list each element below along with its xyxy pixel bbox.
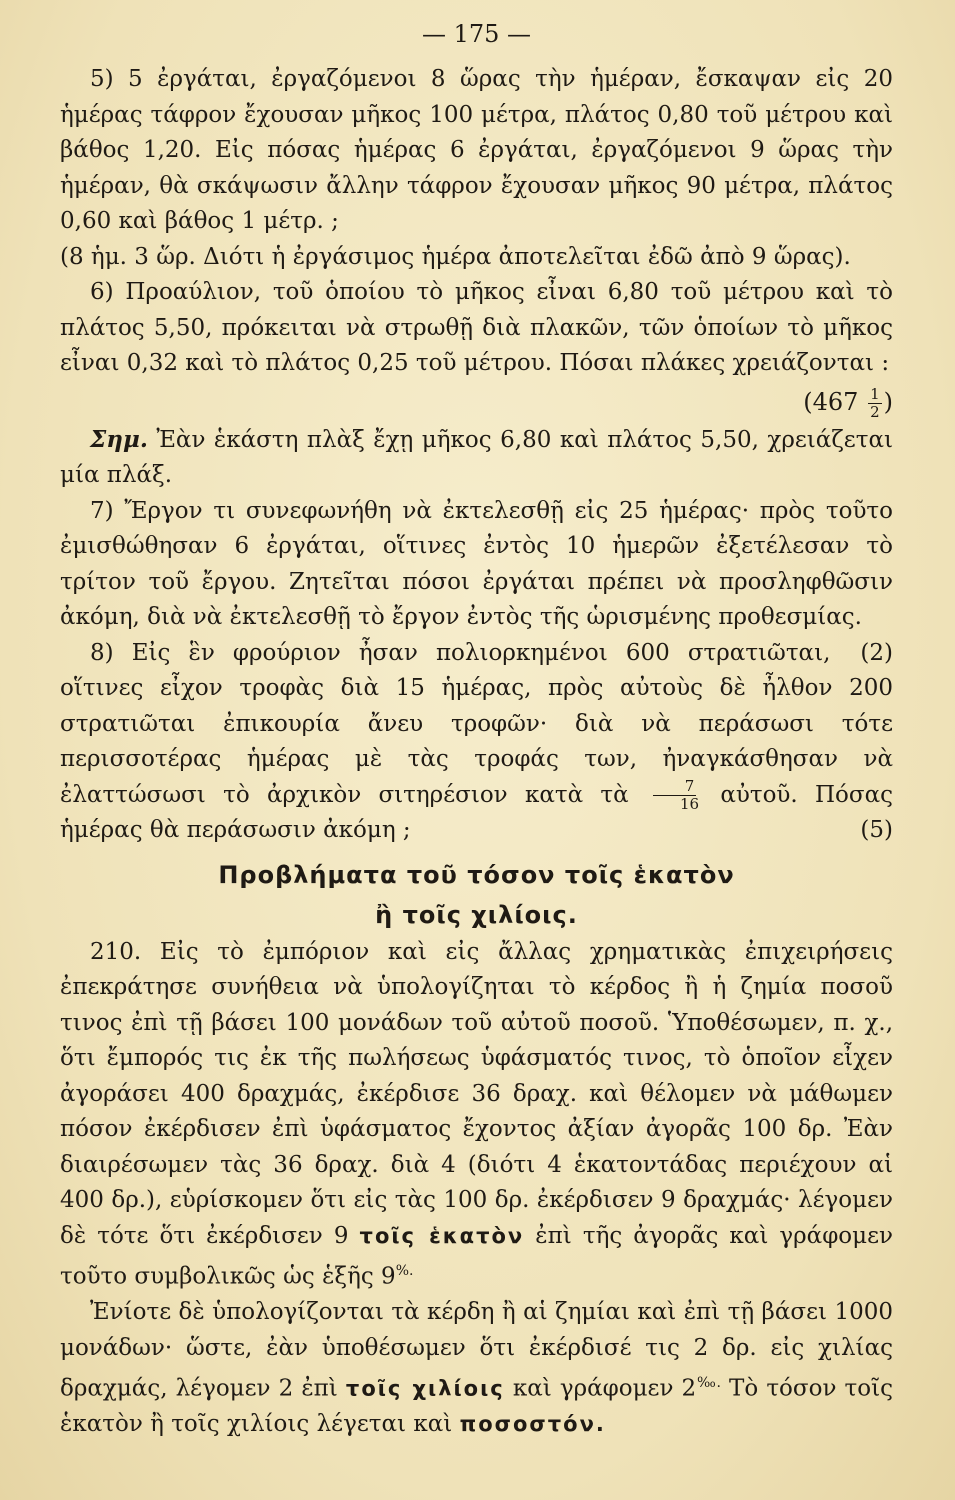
problem-5: 5) 5 ἐργάται, ἐργαζόμενοι 8 ὥρας τὴν ἡμέραν, ἔσκαψαν εἰς 20 ἡμέρας τάφρον ἔχουσαν μῆκος 100 μέτρα, πλάτος 0,80 τοῦ μέτρου καὶ βάθος 1,20. Εἰς πόσας ἡμέρας 6 ἐργάται, ἐργαζόμενοι 9 ὥρας τὴν ἡμέραν, θὰ σκάψωσιν ἄλλην τάφρον ἔχουσαν μῆκος 90 μέτρα, πλάτος 0,60 καὶ βάθος 1 μέτρ. ;: [60, 66, 893, 234]
para-210-text-after: ἐπὶ τῆς ἀγορᾶς καὶ γράφομεν τοῦτο συμβολικῶς ὡς ἑξῆς 9: [60, 1222, 893, 1290]
problem-8-answer: (5): [860, 817, 893, 843]
note-label: Σημ.: [90, 425, 148, 453]
para-final-emphasis-2: ποσοστόν.: [459, 1412, 606, 1437]
para-final-text-middle: καὶ γράφομεν 2: [504, 1375, 697, 1402]
note-text: Ἐὰν ἑκάστη πλὰξ ἔχῃ μῆκος 6,80 καὶ πλάτος 5,50, χρειάζεται μία πλάξ.: [60, 426, 893, 488]
problem-7: [60, 494, 893, 666]
percent-symbol: %.: [395, 1263, 414, 1279]
problem-6: 6) Προαύλιον, τοῦ ὁποίου τὸ μῆκος εἶναι 6,80 τοῦ μέτρου καὶ τὸ πλάτος 5,50, πρόκειται νὰ στρωθῇ διὰ πλακῶν, τῶν ὁποίων τὸ μῆκος εἶναι 0,32 καὶ τὸ πλάτος 0,25 τοῦ μέτρου. Πόσαι πλάκες χρειάζονται :: [60, 279, 893, 376]
problem-8-fraction: [648, 778, 701, 813]
fraction-numerator: 7: [653, 778, 697, 796]
problem-8-text-before: 8) Εἰς ἓν φρούριον ἦσαν πολιορκημένοι 600 στρατιῶται, οἵτινες εἶχον τροφὰς διὰ 15 ἡμέρας, πρὸς αὐτοὺς δὲ ἦλθον 200 στρατιῶται ἐπικουρία ἄνευ τροφῶν· διὰ νὰ περάσωσι τότε περισσοτέρας ἡμέρας μὲ τὰς τροφάς των, ἠναγκάσθησαν νὰ ἐλαττώσωσι τὸ ἀρχικὸν σιτηρέσιον κατὰ τὰ: [60, 639, 893, 808]
para-final-text-before: Ἐνίοτε δὲ ὑπολογίζονται τὰ κέρδη ἢ αἱ ζημίαι καὶ ἐπὶ τῇ βάσει 1000 μονάδων· ὥστε, ἐὰν ὑποθέσωμεν ὅτι ἐκέρδισέ τις 2 δρ. εἰς χιλίας δραχμάς, λέγομεν 2 ἐπὶ: [60, 1299, 893, 1402]
fraction-numerator: 1: [870, 384, 880, 403]
problem-7-answer: (2): [860, 639, 893, 666]
para-final-text-after: Τὸ τόσον τοῖς ἑκατὸν ἢ τοῖς χιλίοις λέγεται καὶ: [60, 1375, 893, 1438]
paragraph-210: [60, 935, 893, 1296]
problem-6-note: [60, 422, 893, 494]
page-number: — 175 —: [421, 20, 532, 48]
problem-6-answer: (467 $\frac{1}{2}$ ): [803, 384, 893, 421]
problem-7-text: 7) Ἔργον τι συνεφωνήθη νὰ ἐκτελεσθῇ εἰς 25 ἡμέρας· πρὸς τοῦτο ἐμισθώθησαν 6 ἐργάται, οἵτινες ἐντὸς 10 ἡμερῶν ἐξετέλεσαν τὸ τρίτον τοῦ ἔργου. Ζητεῖται πόσοι ἐργάται πρέπει νὰ προσληφθῶσιν ἀκόμη, διὰ νὰ ἐκτελεσθῇ τὸ ἔργον ἐντὸς τῆς ὡρισμένης προθεσμίας.: [60, 497, 893, 630]
permille-symbol: ‰.: [696, 1375, 721, 1392]
para-210-emphasis: τοῖς ἑκατὸν: [359, 1223, 525, 1248]
problem-8: [60, 636, 893, 849]
fraction-denominator: 2: [870, 402, 880, 421]
section-title-line-2: ἢ τοῖς χιλίοις.: [375, 900, 578, 929]
answer-whole: 467: [812, 387, 859, 416]
answer-fraction: [868, 386, 882, 421]
section-heading: [60, 855, 893, 935]
problem-5-answer: (8 ἡμ. 3 ὥρ. Διότι ἡ ἐργάσιμος ἡμέρα ἀποτελεῖται ἐδῶ ἀπὸ 9 ὥρας).: [60, 243, 851, 270]
para-210-text-before: 210. Εἰς τὸ ἐμπόριον καὶ εἰς ἄλλας χρηματικὰς ἐπιχειρήσεις ἐπεκράτησε συνήθεια νὰ ὑπολογίζηται τὸ κέρδος ἢ ἡ ζημία ποσοῦ τινος ἐπὶ τῇ βάσει 100 μονάδων τοῦ αὐτοῦ ποσοῦ. Ὑποθέσωμεν, π. χ., ὅτι ἔμπορός τις ἐκ τῆς πωλήσεως ὑφάσματός τινος, τὸ ὁποῖον εἶχεν ἀγοράσει 400 δραχμάς, ἐκέρδισε 36 δραχ. καὶ θέλομεν νὰ μάθωμεν πόσον ἐκέρδισεν ἐπὶ ὑφάσματος ἔχοντος ἀξίαν ἀγορᾶς 100 δρ. Ἐὰν διαιρέσωμεν τὰς 36 δραχ. διὰ 4 (διότι 4 ἑκατοντάδας περιέχουν αἱ 400 δρ.), εὑρίσκομεν ὅτι εἰς τὰς 100 δρ. ἐκέρδισεν 9 δραχμάς· λέγομεν δὲ τότε ὅτι ἐκέρδισεν 9: [60, 938, 893, 1249]
para-final-emphasis-1: τοῖς χιλίοις: [345, 1376, 505, 1401]
section-title-line-1: Προβλήματα τοῦ τόσον τοῖς ἑκατὸν: [218, 860, 735, 889]
paragraph-final: [60, 1295, 893, 1443]
fraction-denominator: 16: [679, 795, 700, 813]
problem-8-text-after: αὐτοῦ. Πόσας ἡμέρας θὰ περάσωσιν ἀκόμη ;: [60, 781, 894, 843]
